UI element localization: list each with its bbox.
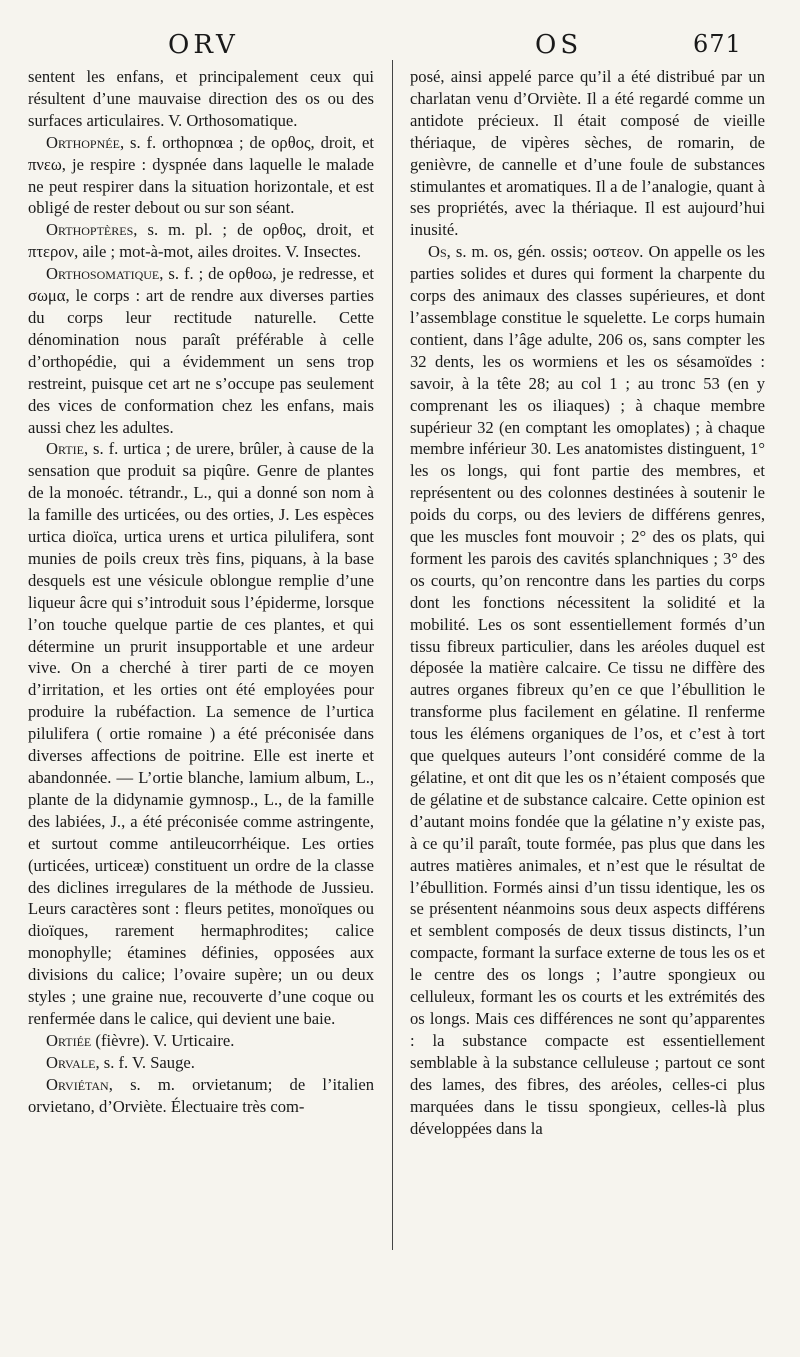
dictionary-entry — [410, 241, 765, 1139]
page-number: 671 — [693, 30, 742, 58]
dictionary-entry — [28, 1052, 374, 1074]
entry-headword: Orthopnée — [46, 132, 120, 152]
entry-headword: Orthosomatique — [46, 264, 160, 284]
entry-body: , s. f. urtica ; de urere, brûler, à cause de la sensation que produit sa piqûre. Genre de plantes de la monoéc. tétrandr., L., qui a donné son nom à la famille des urticées, ou des orties, J. Les espèces urtica dioïca, urtica urens et urtica pilulifera, sont munies de poils creux très fins, piquans, à la base desquels est une vésicule oblongue remplie d’une liqueur âcre qui s’introduit sous l’épiderme, lorsque l’on touche quelque partie de ces plantes, et qui détermine un prurit insupportable et une ardeur vive. On a cherché à tirer parti de ce moyen d’irritation, et les orties ont été employées pour produire la rubéfaction. La semence de l’urtica pilulifera ( ortie romaine ) a été préconisée dans diverses affections de poitrine. Elle est inerte et abandonnée. — L’ortie blanche, lamium album, L., plante de la didynamie gymnosp., L., de la famille des labiées, J., a été préconisée comme astringente, et surtout comme antileucorrhéique. Les orties (urticées, urticeæ) constituent un ordre de la classe des diclines irregulares de la méthode de Jussieu. Leurs caractères sont : fleurs petites, monoïques ou dioïques, rarement hermaphrodites; calice monophylle; étamines définies, opposées aux divisions du calice; l’ovaire supère; un ou deux styles ; une graine nue, recouverte d’une coque ou renfermée dans le calice, qui devient une baie. — [28, 439, 374, 1028]
entry-headword: Orviétan — [46, 1074, 109, 1094]
entry-body: , s. m. orvietanum; de l’italien orvietano, d’Orviète. Électuaire très com- — [28, 1074, 374, 1116]
dictionary-entry — [28, 263, 374, 438]
right-column — [410, 66, 765, 1139]
entry-headword: Os — [428, 242, 447, 262]
entry-body: , s. f. V. Sauge. — [95, 1052, 195, 1072]
entry-headword: Ortie — [46, 439, 84, 459]
running-header — [0, 30, 800, 64]
entry-body: , s. f. ; de ορθοω, je redresse, et σωμα, le corps : art de rendre aux diverses parties du corps leur rectitude naturelle. Cette dénomination nous paraît préférable à celle d’orthopédie, qui a évidemment un sens trop restreint, puisque cet art ne s’occupe pas seulement des vices de conformation chez les enfans, mais aussi chez les adultes. — [28, 264, 374, 437]
entry-body: , s. m. pl. ; de ορθος, droit, et πτερον, aile ; mot-à-mot, ailes droites. V. Insectes. — [28, 220, 374, 262]
entry-body: , s. f. orthopnœa ; de ορθος, droit, et πνεω, je respire : dyspnée dans laquelle le malade ne peut respirer dans la situation horizontale, et est obligé de rester debout ou sur son séant. — [28, 132, 374, 218]
dictionary-entry — [28, 219, 374, 263]
column-divider — [392, 60, 393, 1250]
entry-headword: Ortiée — [46, 1030, 92, 1050]
dictionary-entry — [28, 132, 374, 220]
entry-body: (fièvre). V. Urticaire. — [91, 1030, 235, 1050]
entry-headword: Orvale — [46, 1052, 96, 1072]
header-right-guideword: OS — [535, 30, 583, 60]
dictionary-entry — [28, 1074, 374, 1118]
header-left-guideword: ORV — [168, 30, 239, 60]
dictionary-entry — [28, 1030, 374, 1052]
left-column — [28, 66, 374, 1118]
entry-headword: Orthoptères — [46, 220, 134, 240]
entry-body: , s. m. os, gén. ossis; οστεον. On appelle os les parties solides et dures qui forment la charpente du corps des animaux des classes supérieures, et dont l’assemblage constitue le squelette. Le corps humain contient, dans l’âge adulte, 206 os, sans compter les 32 dents, les os wormiens et les os sésamoïdes : savoir, à la tête 28; au col 1 ; au tronc 53 (en y comprenant les os iliaques) ; à chaque membre supérieur 32 (en comptant les omoplates) ; à chaque membre inférieur 30. Les anatomistes distinguent, 1° les os longs, qui font partie des membres, et représentent ou des colonnes destinées à soutenir le poids du corps, ou des leviers de différens genres, que les muscles font mouvoir ; 2° des os plats, qui forment les parois des cavités splanchniques ; 3° des os courts, qu’on rencontre dans les parties du corps dont les fonctions nécessitent la solidité et la mobilité. Les os sont essentiellement formés d’un tissu fibreux particulier, dans les aréoles duquel est déposée la matière calcaire. Ce tissu ne diffère des autres organes fibreux qu’en ce que l’ébullition le transforme plus facilement en gélatine. Il renferme tous les élémens organiques de l’os, et c’est à tort que quelques auteurs l’ont considéré comme de la gélatine, et ont dit que les os n’étaient composés que de gélatine et de substance calcaire. Cette opinion est d’autant moins fondée que la gélatine n’y existe pas, à ce qu’il paraît, toute formée, pas plus que dans les autres matières animales, et n’est que le résultat de l’ébullition. Formés ainsi d’un tissu identique, les os se présentent néanmoins sous deux aspects différens et semblent composés de deux tissus distincts, l’un compacte, formant la surface externe de tous les os et le centre des os longs ; l’autre spongieux ou celluleux, formant les os courts et les extrémités des os longs. Mais ces différences ne sont qu’apparentes : la substance compacte est essentiellement semblable à la substance celluleuse ; partout ce sont des lames, des fibres, des aréoles, celles-ci plus marquées dans le tissu spongieux, celles-là plus développées dans la — [410, 242, 765, 1138]
dictionary-entry — [28, 438, 374, 1029]
entry-continuation: sentent les enfans, et principalement ceux qui résultent d’une mauvaise direction des os ou des surfaces articulaires. V. Orthosomatique. — [28, 67, 374, 130]
entry-continuation: posé, ainsi appelé parce qu’il a été distribué par un charlatan venu d’Orviète. Il a été regardé comme un antidote précieux. Il était composé de vieille thériaque, de vipères sèches, de romarin, de genièvre, de cannelle et d’une foule de substances stimulantes et aromatiques. Il a de l’analogie, quant à ses propriétés, avec la thériaque. Il est aujourd’hui inusité. — [410, 67, 765, 240]
